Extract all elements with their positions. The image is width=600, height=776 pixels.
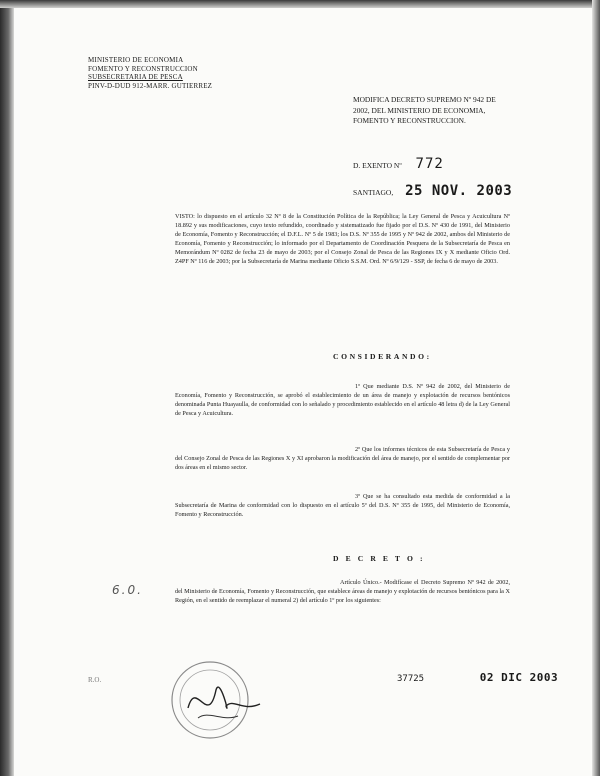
letterhead-department: FOMENTO Y RECONSTRUCCION (88, 64, 198, 73)
letterhead-subsecretaria: SUBSECRETARIA DE PESCA (88, 73, 183, 81)
decree-date-line (353, 183, 512, 199)
decree-date-stamp: 25 NOV. 2003 (405, 183, 513, 199)
received-date: 02 DIC 2003 (479, 671, 559, 684)
considerando-item-3: 3º Que se ha consultado esta medida de conformidad a la Subsecretaría de Marina de conformidad con lo dispuesto en el artículo 5º del D.S. Nº 355 de 1995, del Ministerio de Economía, Fomento y Reconstrucción. (175, 493, 510, 518)
received-stamp (397, 666, 558, 685)
decree-subject: MODIFICA DECRETO SUPREMO Nº 942 DE 2002, DEL MINISTERIO DE ECONOMIA, FOMENTO Y RECONSTRUCCION. (353, 95, 496, 125)
considerando-item-2: 2º Que los informes técnicos de esta Subsecretaría de Pesca y del Consejo Zonal de Pesca de las Regiones X y XI aprobaron la modificación del área de manejo, por el sentido de complementar por dos áreas en el mismo sector. (175, 446, 510, 471)
visto-paragraph: VISTO: lo dispuesto en el artículo 32 Nº 8 de la Constitución Política de la República; la Ley General de Pesca y Acuicultura Nº 18.892 y sus modificaciones, cuyo texto refundido, coordinado y sistematizado fue fijado por el D.S. Nº 430 de 1991, del Ministerio de Economía, Fomento y Reconstrucción; el D.F.L. Nº 5 de 1983; los D.S. Nº 355 de 1995 y Nº 942 de 2002, ambos del Ministerio de Economía, Fomento y Reconstrucción; lo informado por el Departamento de Coordinación Pesquera de la Subsecretaría de Pesca en Memorándum Nº 0282 de fecha 23 de mayo de 2003; por el Consejo Zonal de Pesca de las Regiones IX y X mediante Oficio Ord. Z4PF Nº 116 de 2003; por la Subsecretaría de Marina mediante Oficio S.S.M. Ord. Nº 6/9/129 - SSP, de fecha 6 de mayo de 2003. (175, 213, 510, 265)
margin-initials: R.O. (88, 676, 102, 684)
letterhead (88, 56, 258, 90)
official-seal-signature (168, 648, 288, 758)
scan-border-left (0, 0, 14, 776)
margin-handwritten-note: 6.0. (112, 583, 143, 597)
articulo-unico: Artículo Único.- Modifícase el Decreto Supremo Nº 942 de 2002, del Ministerio de Economía, Fomento y Reconstrucción, que establece áreas de manejo y explotación de recursos bentónicos para la X Región, en el sentido de reemplazar el numeral 2) del artículo 1º por los siguientes: (175, 579, 510, 604)
scan-border-top (0, 0, 600, 8)
received-number: 37725 (397, 674, 425, 684)
decreto-heading: D E C R E T O : (333, 554, 426, 563)
decree-number-line (353, 156, 444, 172)
decree-label: D. EXENTO Nº (353, 161, 402, 170)
letterhead-reference: PINV-D-DUD 912-MARR. GUTIERREZ (88, 81, 213, 90)
letterhead-ministry: MINISTERIO DE ECONOMIA (88, 56, 184, 64)
decree-place: SANTIAGO, (353, 188, 394, 197)
considerando-item-1: 1º Que mediante D.S. Nº 942 de 2002, del Ministerio de Economía, Fomento y Reconstrucción, se aprobó el establecimiento de un área de manejo y explotación de recursos bentónicos denominada Punta Huayaulla, de conformidad con lo señalado y procedimiento establecido en el artículo 48 letra d) de la Ley General de Pesca y Acuicultura. (175, 383, 510, 417)
considerando-heading: CONSIDERANDO: (333, 352, 432, 361)
scan-border-right (592, 0, 600, 776)
decree-number: 772 (415, 156, 444, 172)
